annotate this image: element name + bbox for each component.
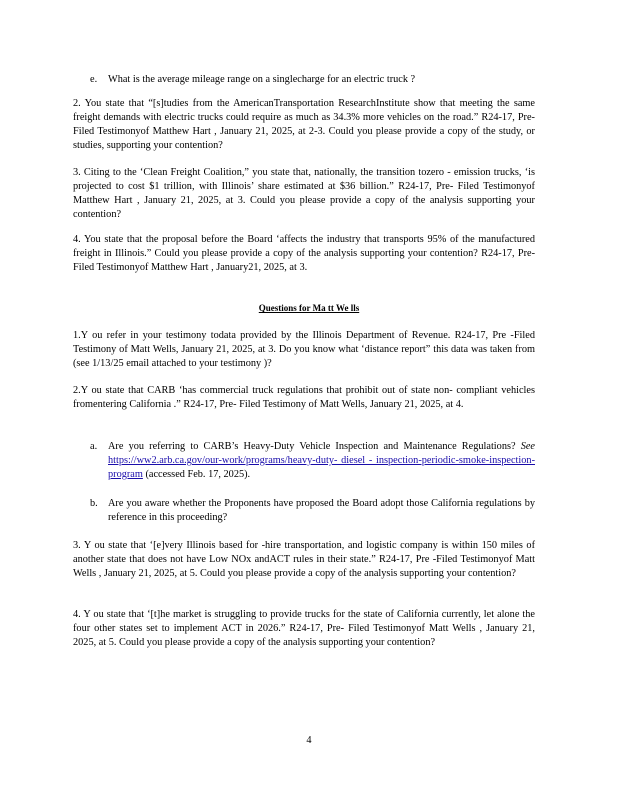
wells-q2a-label: a. xyxy=(90,441,98,452)
hart-question-3: 3. Citing to the ‘Clean Freight Coalition,” you state that, nationally, the transition tozero - emission trucks, ‘is projected to cost $1 trillion, with Illinois’ share estimated at $36 billion.” R24-17, Pre- Filed Testimonyof Matthew Hart , January 21, 2025, at 3. Could you please provide a copy of the analysis supporting your contention? xyxy=(73,167,535,220)
page-number: 4 xyxy=(306,735,312,746)
hart-question-2: 2. You state that “[s]tudies from the AmericanTransportation ResearchInstitute show that meeting the same freight demands with electric trucks could require as much as 34.3% more vehicles on the road.” R24-17, Pre- Filed Testimonyof Matthew Hart , January 21, 2025, at 2-3. Could you please provide a copy of the study, or studies, supporting your contention? xyxy=(73,98,535,151)
wells-question-4: 4. Y ou state that ‘[t]he market is struggling to provide trucks for the state of California currently, let alone the four other states set to implement ACT in 2026.” R24-17, Pre- Filed Testimonyof Matt Wells , January 21, 2025, at 5. Could you please provide a copy of the analysis supporting your contention? xyxy=(73,609,535,648)
wells-q2a-text xyxy=(108,440,535,482)
wells-question-3: 3. Y ou state that ‘[e]very Illinois based for -hire transportation, and logistic company is within 150 miles of another state that does not have Low NOx andACT rules in their state.” R24-17, Pre -Filed Testimonyof Matt Wells , January 21, 2025, at 5. Could you please provide a copy of the analysis supporting your contention? xyxy=(73,540,535,579)
section-heading: Questions for Ma tt We lls xyxy=(258,303,360,313)
hart-question-4: 4. You state that the proposal before the Board ‘affects the industry that transports 95% of the manufactured freight in Illinois.” Could you please provide a copy of the analysis supporting your contention? R24-17, Pre- Filed Testimonyof Matthew Hart , January21, 2025, at 3. xyxy=(73,234,535,273)
see-signal: See xyxy=(520,441,535,452)
wells-question-1: 1.Y ou refer in your testimony todata provided by the Illinois Department of Revenue. R24-17, Pre -Filed Testimony of Matt Wells, January 21, 2025, at 3. Do you know what ‘distance report” this data was taken from (see 1/13/25 email attached to your testimony )? xyxy=(73,330,535,369)
wells-q2b-text: Are you aware whether the Proponents have proposed the Board adopt those California regulations by reference in this proceeding? xyxy=(108,498,535,523)
wells-q2a-question: Are you referring to CARB’s Heavy-Duty Vehicle Inspection and Maintenance Regulations? xyxy=(108,441,516,452)
item-e-text: What is the average mileage range on a singlecharge for an electric truck ? xyxy=(108,74,416,85)
wells-question-2: 2.Y ou state that CARB ‘has commercial truck regulations that prohibit out of state non- compliant vehicles fromentering California .” R24-17, Pre- Filed Testimony of Matt Wells, January 21, 2025, at 4. xyxy=(73,385,535,410)
carb-regulation-link[interactable]: https://ww2.arb.ca.gov/our-work/programs/heavy-duty- diesel - inspection-periodic-smoke-inspection- program xyxy=(108,455,535,480)
item-e-label: e. xyxy=(90,74,98,85)
accessed-date: (accessed Feb. 17, 2025). xyxy=(145,469,251,480)
wells-q2b-label: b. xyxy=(90,498,98,509)
